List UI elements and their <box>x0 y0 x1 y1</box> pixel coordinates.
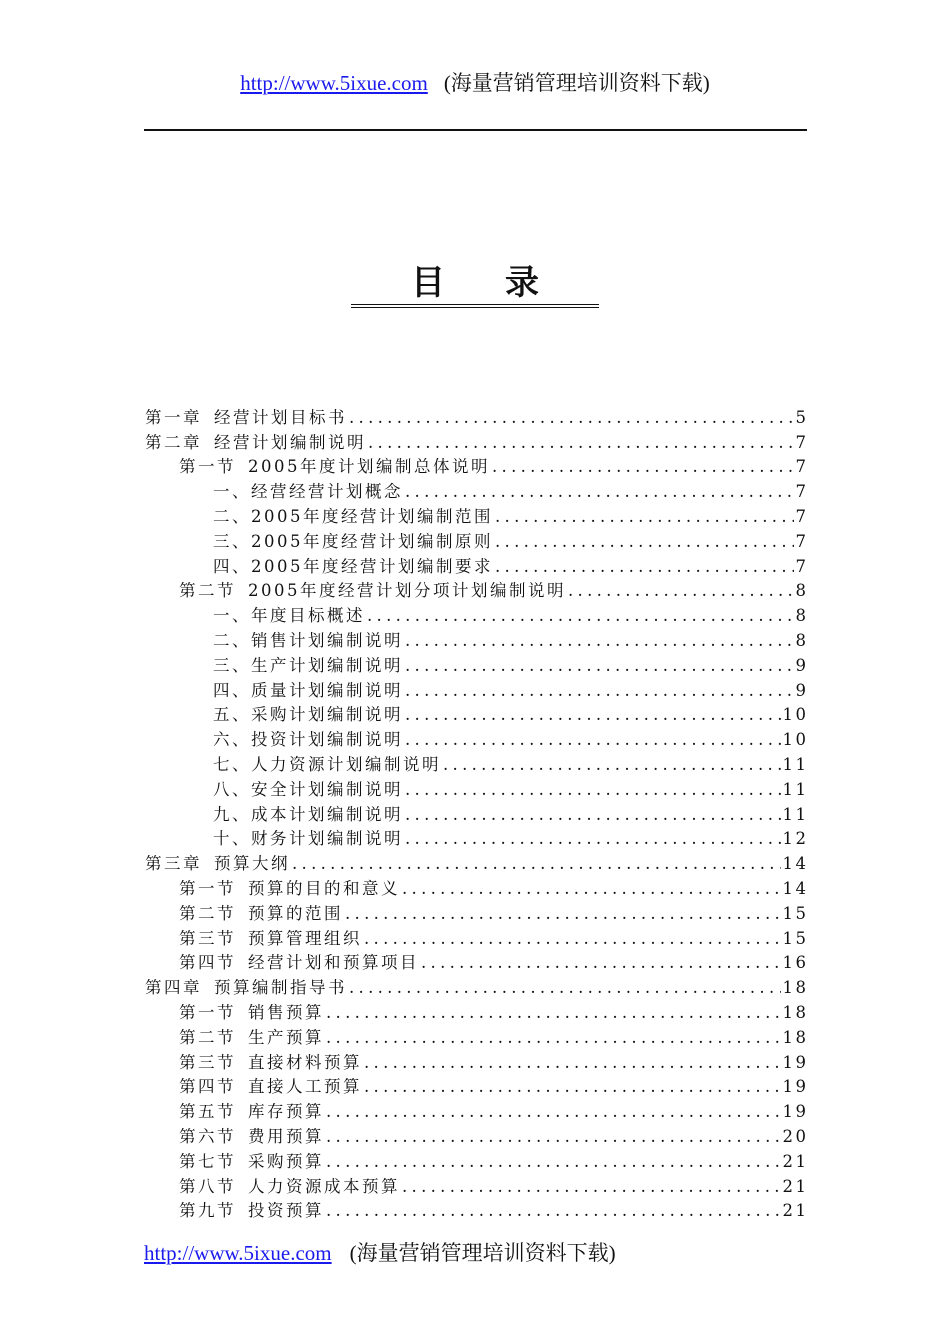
toc-entry[interactable] <box>145 503 809 528</box>
toc-page-number: 15 <box>782 903 809 923</box>
toc-entry[interactable] <box>145 478 809 503</box>
toc-entry-label <box>179 1151 324 1173</box>
toc-page-number: 8 <box>795 630 809 650</box>
toc-entry[interactable] <box>145 801 809 826</box>
toc-leader-dots <box>421 952 781 974</box>
toc-page-number: 7 <box>795 457 809 477</box>
toc-leader-dots <box>326 1027 781 1049</box>
toc-entry-label <box>179 952 419 974</box>
toc-entry-label <box>179 1002 324 1024</box>
toc-title: 目录 <box>351 262 599 308</box>
toc-entry-label <box>213 828 403 850</box>
toc-leader-dots <box>402 1176 781 1198</box>
toc-entry-text: 七、人力资源计划编制说明 <box>213 754 441 774</box>
toc-leader-dots <box>405 481 794 503</box>
toc-entry[interactable] <box>145 1074 809 1099</box>
toc-entry-text: 生产预算 <box>248 1027 324 1047</box>
toc-entry[interactable] <box>145 1098 809 1123</box>
toc-entry[interactable] <box>145 702 809 727</box>
toc-entry-text: 采购预算 <box>248 1151 324 1171</box>
toc-entry-label <box>145 853 290 875</box>
toc-entry-text: 四、2005年度经营计划编制要求 <box>213 556 493 576</box>
toc-entry-label <box>213 754 441 776</box>
toc-leader-dots <box>349 407 794 429</box>
toc-leader-dots <box>405 804 781 826</box>
toc-entry-text: 投资预算 <box>248 1201 324 1221</box>
toc-entry-label <box>179 1027 324 1049</box>
toc-leader-dots <box>402 878 781 900</box>
toc-entry[interactable] <box>145 950 809 975</box>
toc-leader-dots <box>568 580 794 602</box>
toc-entry-label <box>179 1076 362 1098</box>
toc-page-number: 8 <box>795 606 809 626</box>
toc-leader-dots <box>367 605 794 627</box>
footer-site-link[interactable]: http://www.5ixue.com <box>144 1241 332 1265</box>
toc-leader-dots <box>326 1126 781 1148</box>
toc-entry-label <box>213 680 403 702</box>
toc-entry-text: 2005年度经营计划分项计划编制说明 <box>248 581 566 601</box>
toc-entry[interactable] <box>145 404 809 429</box>
toc-entry-number: 第一节 <box>179 878 236 898</box>
toc-entry-number: 第九节 <box>179 1201 236 1221</box>
toc-entry-text: 2005年度计划编制总体说明 <box>248 457 490 477</box>
toc-entry-number: 第一节 <box>179 1002 236 1022</box>
toc-page-number: 11 <box>782 779 809 799</box>
toc-leader-dots <box>364 1076 781 1098</box>
toc-entry-label <box>213 804 403 826</box>
toc-entry-label <box>213 556 493 578</box>
toc-entry-number: 第一节 <box>179 457 236 477</box>
toc-leader-dots <box>292 853 781 875</box>
toc-entry[interactable] <box>145 726 809 751</box>
toc-entry-text: 一、年度目标概述 <box>213 606 365 626</box>
toc-page-number: 21 <box>782 1201 809 1221</box>
toc-entry-text: 预算大纲 <box>214 854 290 874</box>
toc-entry[interactable] <box>145 652 809 677</box>
toc-entry[interactable] <box>145 528 809 553</box>
toc-entry-label <box>213 655 403 677</box>
toc-page-number: 7 <box>795 531 809 551</box>
toc-entry[interactable] <box>145 578 809 603</box>
toc-entry-text: 二、2005年度经营计划编制范围 <box>213 506 493 526</box>
toc-leader-dots <box>405 655 794 677</box>
toc-page-number: 7 <box>795 432 809 452</box>
toc-page-number: 7 <box>795 556 809 576</box>
toc-leader-dots <box>364 928 781 950</box>
toc-entry-text: 直接材料预算 <box>248 1052 362 1072</box>
toc-entry-text: 经营计划目标书 <box>214 407 347 427</box>
toc-leader-dots <box>405 779 781 801</box>
toc-leader-dots <box>349 977 781 999</box>
toc-title-wrap <box>0 262 950 308</box>
toc-entry-number: 第五节 <box>179 1102 236 1122</box>
toc-page-number: 7 <box>795 482 809 502</box>
toc-leader-dots <box>495 506 794 528</box>
footer-tagline: (海量营销管理培训资料下载) <box>349 1241 616 1265</box>
toc-page-number: 18 <box>782 1027 809 1047</box>
toc-leader-dots <box>443 754 781 776</box>
toc-page-number: 10 <box>782 705 809 725</box>
toc-leader-dots <box>326 1151 781 1173</box>
toc-entry[interactable] <box>145 553 809 578</box>
toc-page-number: 20 <box>782 1126 809 1146</box>
toc-entry-label <box>213 630 403 652</box>
toc-leader-dots <box>405 828 781 850</box>
toc-entry-text: 一、经营经营计划概念 <box>213 482 403 502</box>
toc-leader-dots <box>492 456 794 478</box>
toc-leader-dots <box>368 432 794 454</box>
toc-entry-label <box>213 605 365 627</box>
toc-page-number: 9 <box>795 680 809 700</box>
toc-entry[interactable] <box>145 1173 809 1198</box>
toc-entry-label <box>145 977 347 999</box>
toc-entry-label <box>213 481 403 503</box>
toc-entry[interactable] <box>145 429 809 454</box>
toc-entry[interactable] <box>145 900 809 925</box>
toc-entry-number: 第一章 <box>145 407 202 427</box>
toc-entry-label <box>213 729 403 751</box>
toc-leader-dots <box>326 1002 781 1024</box>
toc-entry[interactable] <box>145 627 809 652</box>
toc-entry-number: 第六节 <box>179 1126 236 1146</box>
toc-leader-dots <box>326 1101 781 1123</box>
toc-entry-label <box>213 779 403 801</box>
toc-page-number: 18 <box>782 978 809 998</box>
toc-entry[interactable] <box>145 850 809 875</box>
toc-entry-label <box>179 456 490 478</box>
toc-leader-dots <box>405 680 794 702</box>
toc-entry-text: 直接人工预算 <box>248 1077 362 1097</box>
toc-entry[interactable] <box>145 974 809 999</box>
toc-leader-dots <box>405 704 781 726</box>
toc-entry[interactable] <box>145 826 809 851</box>
toc-page-number: 15 <box>782 928 809 948</box>
toc-page-number: 21 <box>782 1176 809 1196</box>
site-link[interactable]: http://www.5ixue.com <box>240 71 428 95</box>
toc-entry-number: 第八节 <box>179 1176 236 1196</box>
toc-entry-text: 三、2005年度经营计划编制原则 <box>213 531 493 551</box>
toc-entry-number: 第二章 <box>145 432 202 452</box>
toc-page-number: 11 <box>782 804 809 824</box>
toc-page-number: 5 <box>795 407 809 427</box>
toc-entry-number: 第三节 <box>179 928 236 948</box>
toc-entry-text: 经营计划和预算项目 <box>248 953 419 973</box>
toc-page-number: 9 <box>795 655 809 675</box>
toc-entry-label <box>179 903 343 925</box>
toc-page-number: 10 <box>782 730 809 750</box>
toc-entry-text: 预算编制指导书 <box>214 978 347 998</box>
toc-entry-number: 第三章 <box>145 854 202 874</box>
toc-entry[interactable] <box>145 454 809 479</box>
toc-entry-number: 第七节 <box>179 1151 236 1171</box>
toc-entry-text: 六、投资计划编制说明 <box>213 730 403 750</box>
toc-leader-dots <box>405 729 781 751</box>
table-of-contents <box>145 404 809 1222</box>
toc-entry-number: 第二节 <box>179 581 236 601</box>
toc-entry-text: 五、采购计划编制说明 <box>213 705 403 725</box>
toc-entry[interactable] <box>145 1123 809 1148</box>
toc-page-number: 19 <box>782 1077 809 1097</box>
toc-leader-dots <box>495 556 794 578</box>
toc-page-number: 18 <box>782 1002 809 1022</box>
toc-entry-label <box>179 878 400 900</box>
toc-entry-label <box>145 432 366 454</box>
toc-page-number: 14 <box>782 878 809 898</box>
toc-entry[interactable] <box>145 999 809 1024</box>
toc-leader-dots <box>364 1052 781 1074</box>
toc-entry-text: 销售预算 <box>248 1002 324 1022</box>
toc-page-number: 16 <box>782 953 809 973</box>
toc-entry[interactable] <box>145 1024 809 1049</box>
toc-entry[interactable] <box>145 677 809 702</box>
toc-entry-text: 八、安全计划编制说明 <box>213 779 403 799</box>
toc-entry-text: 十、财务计划编制说明 <box>213 829 403 849</box>
toc-entry-number: 第四章 <box>145 978 202 998</box>
toc-entry-text: 预算的目的和意义 <box>248 878 400 898</box>
toc-entry-label <box>179 1101 324 1123</box>
toc-entry-number: 第三节 <box>179 1052 236 1072</box>
toc-leader-dots <box>405 630 794 652</box>
toc-entry-label <box>179 1176 400 1198</box>
toc-entry-text: 费用预算 <box>248 1126 324 1146</box>
toc-entry-label <box>179 928 362 950</box>
toc-entry-label <box>145 407 347 429</box>
toc-page-number: 12 <box>782 829 809 849</box>
toc-entry-text: 库存预算 <box>248 1102 324 1122</box>
toc-entry[interactable] <box>145 1148 809 1173</box>
toc-entry-text: 四、质量计划编制说明 <box>213 680 403 700</box>
toc-entry-label <box>179 1200 324 1222</box>
toc-entry-number: 第二节 <box>179 1027 236 1047</box>
toc-entry-number: 第二节 <box>179 903 236 923</box>
toc-leader-dots <box>495 531 794 553</box>
toc-page-number: 14 <box>782 854 809 874</box>
toc-entry-text: 预算的范围 <box>248 903 343 923</box>
toc-entry-text: 三、生产计划编制说明 <box>213 655 403 675</box>
toc-entry-label <box>213 506 493 528</box>
toc-entry-number: 第四节 <box>179 1077 236 1097</box>
toc-entry[interactable] <box>145 925 809 950</box>
toc-page-number: 8 <box>795 581 809 601</box>
toc-leader-dots <box>326 1200 781 1222</box>
page-header <box>0 68 950 98</box>
toc-entry[interactable] <box>145 751 809 776</box>
toc-entry[interactable] <box>145 875 809 900</box>
toc-entry-label <box>179 1052 362 1074</box>
toc-entry-label <box>213 531 493 553</box>
toc-page-number: 21 <box>782 1151 809 1171</box>
toc-entry-label <box>213 704 403 726</box>
header-tagline: (海量营销管理培训资料下载) <box>443 71 710 95</box>
toc-page-number: 19 <box>782 1102 809 1122</box>
header-divider <box>144 129 807 131</box>
toc-entry-number: 第四节 <box>179 953 236 973</box>
toc-entry-label <box>179 580 566 602</box>
toc-entry-text: 九、成本计划编制说明 <box>213 804 403 824</box>
toc-leader-dots <box>345 903 781 925</box>
toc-entry-text: 人力资源成本预算 <box>248 1176 400 1196</box>
toc-entry-text: 预算管理组织 <box>248 928 362 948</box>
toc-page-number: 7 <box>795 506 809 526</box>
toc-entry-label <box>179 1126 324 1148</box>
toc-page-number: 19 <box>782 1052 809 1072</box>
page-footer <box>144 1238 616 1268</box>
toc-entry[interactable] <box>145 1049 809 1074</box>
toc-entry[interactable] <box>145 776 809 801</box>
toc-page-number: 11 <box>782 754 809 774</box>
toc-entry-text: 二、销售计划编制说明 <box>213 630 403 650</box>
toc-entry[interactable] <box>145 602 809 627</box>
toc-entry[interactable] <box>145 1198 809 1223</box>
toc-entry-text: 经营计划编制说明 <box>214 432 366 452</box>
